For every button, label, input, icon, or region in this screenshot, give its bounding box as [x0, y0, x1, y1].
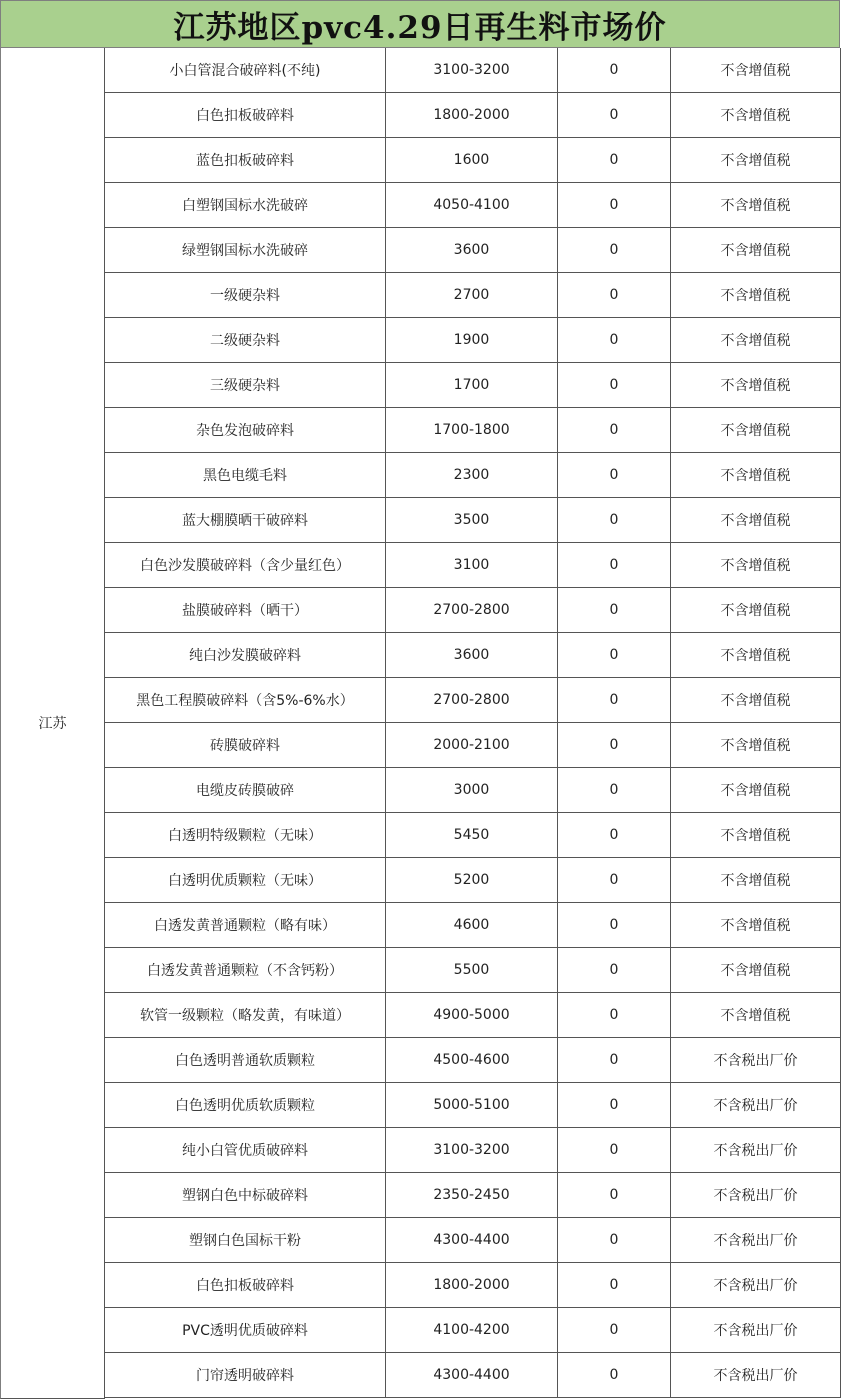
tax-note-cell: 不含增值税 [671, 48, 841, 93]
tax-note-cell: 不含税出厂价 [671, 1083, 841, 1128]
product-name-cell: 白塑钢国标水洗破碎 [105, 183, 386, 228]
price-cell: 1900 [386, 318, 558, 363]
price-cell: 5500 [386, 948, 558, 993]
table-row [105, 363, 841, 408]
tax-note-cell: 不含增值税 [671, 93, 841, 138]
price-change-cell: 0 [558, 183, 671, 228]
product-name-cell: 白透明优质颗粒（无味） [105, 858, 386, 903]
product-name-cell: 塑钢白色中标破碎料 [105, 1173, 386, 1218]
price-change-cell: 0 [558, 768, 671, 813]
price-table-body [105, 48, 841, 1398]
price-cell: 1600 [386, 138, 558, 183]
table-row [105, 273, 841, 318]
table-row [105, 318, 841, 363]
table-row [105, 183, 841, 228]
product-name-cell: 小白管混合破碎料(不纯) [105, 48, 386, 93]
product-name-cell: 白色透明普通软质颗粒 [105, 1038, 386, 1083]
price-cell: 2700-2800 [386, 678, 558, 723]
tax-note-cell: 不含增值税 [671, 363, 841, 408]
table-row [105, 228, 841, 273]
tax-note-cell: 不含增值税 [671, 138, 841, 183]
tax-note-cell: 不含增值税 [671, 903, 841, 948]
tax-note-cell: 不含增值税 [671, 948, 841, 993]
tax-note-cell: 不含增值税 [671, 588, 841, 633]
price-cell: 2300 [386, 453, 558, 498]
price-cell: 2350-2450 [386, 1173, 558, 1218]
table-row [105, 543, 841, 588]
price-cell: 4300-4400 [386, 1218, 558, 1263]
price-change-cell: 0 [558, 1038, 671, 1083]
product-name-cell: 黑色电缆毛料 [105, 453, 386, 498]
tax-note-cell: 不含税出厂价 [671, 1218, 841, 1263]
price-cell: 3100 [386, 543, 558, 588]
price-change-cell: 0 [558, 408, 671, 453]
product-name-cell: 二级硬杂料 [105, 318, 386, 363]
table-row [105, 1173, 841, 1218]
table-row [105, 633, 841, 678]
table-row [105, 453, 841, 498]
tax-note-cell: 不含增值税 [671, 993, 841, 1038]
product-name-cell: 白色透明优质软质颗粒 [105, 1083, 386, 1128]
price-change-cell: 0 [558, 228, 671, 273]
table-row [105, 768, 841, 813]
tax-note-cell: 不含增值税 [671, 183, 841, 228]
price-cell: 3600 [386, 633, 558, 678]
tax-note-cell: 不含税出厂价 [671, 1173, 841, 1218]
price-change-cell: 0 [558, 633, 671, 678]
product-name-cell: 白色沙发膜破碎料（含少量红色） [105, 543, 386, 588]
product-name-cell: 纯白沙发膜破碎料 [105, 633, 386, 678]
price-cell: 3500 [386, 498, 558, 543]
table-row [105, 1083, 841, 1128]
tax-note-cell: 不含税出厂价 [671, 1263, 841, 1308]
tax-note-cell: 不含增值税 [671, 678, 841, 723]
table-row [105, 408, 841, 453]
price-change-cell: 0 [558, 138, 671, 183]
product-name-cell: 白透明特级颗粒（无味） [105, 813, 386, 858]
price-cell: 3000 [386, 768, 558, 813]
product-name-cell: 绿塑钢国标水洗破碎 [105, 228, 386, 273]
table-row [105, 1218, 841, 1263]
table-row [105, 1353, 841, 1398]
price-change-cell: 0 [558, 723, 671, 768]
table-row [105, 723, 841, 768]
product-name-cell: 白色扣板破碎料 [105, 93, 386, 138]
price-change-cell: 0 [558, 273, 671, 318]
tax-note-cell: 不含增值税 [671, 633, 841, 678]
tax-note-cell: 不含税出厂价 [671, 1308, 841, 1353]
product-name-cell: 塑钢白色国标干粉 [105, 1218, 386, 1263]
price-cell: 1800-2000 [386, 93, 558, 138]
price-cell: 1700-1800 [386, 408, 558, 453]
price-cell: 5200 [386, 858, 558, 903]
product-name-cell: 软管一级颗粒（略发黄，有味道） [105, 993, 386, 1038]
price-cell: 3600 [386, 228, 558, 273]
product-name-cell: 黑色工程膜破碎料（含5%-6%水） [105, 678, 386, 723]
price-cell: 2700-2800 [386, 588, 558, 633]
product-name-cell: 蓝大棚膜晒干破碎料 [105, 498, 386, 543]
price-cell: 1800-2000 [386, 1263, 558, 1308]
table-row [105, 948, 841, 993]
price-cell: 1700 [386, 363, 558, 408]
price-cell: 4900-5000 [386, 993, 558, 1038]
price-cell: 2000-2100 [386, 723, 558, 768]
product-name-cell: 白色扣板破碎料 [105, 1263, 386, 1308]
table-row [105, 498, 841, 543]
price-change-cell: 0 [558, 1218, 671, 1263]
tax-note-cell: 不含增值税 [671, 813, 841, 858]
table-row [105, 858, 841, 903]
price-change-cell: 0 [558, 93, 671, 138]
price-change-cell: 0 [558, 1083, 671, 1128]
tax-note-cell: 不含增值税 [671, 228, 841, 273]
price-change-cell: 0 [558, 813, 671, 858]
tax-note-cell: 不含税出厂价 [671, 1128, 841, 1173]
table-row [105, 48, 841, 93]
price-change-cell: 0 [558, 588, 671, 633]
product-name-cell: 白透发黄普通颗粒（略有味） [105, 903, 386, 948]
price-cell: 4300-4400 [386, 1353, 558, 1398]
price-change-cell: 0 [558, 48, 671, 93]
price-change-cell: 0 [558, 903, 671, 948]
product-name-cell: 电缆皮砖膜破碎 [105, 768, 386, 813]
table-row [105, 588, 841, 633]
price-table [104, 48, 841, 1398]
table-row [105, 993, 841, 1038]
tax-note-cell: 不含增值税 [671, 768, 841, 813]
tax-note-cell: 不含增值税 [671, 318, 841, 363]
table-row [105, 93, 841, 138]
tax-note-cell: 不含增值税 [671, 498, 841, 543]
table-row [105, 1263, 841, 1308]
price-cell: 3100-3200 [386, 1128, 558, 1173]
table-row [105, 1038, 841, 1083]
price-cell: 4600 [386, 903, 558, 948]
price-change-cell: 0 [558, 1263, 671, 1308]
price-change-cell: 0 [558, 993, 671, 1038]
price-cell: 4050-4100 [386, 183, 558, 228]
product-name-cell: 蓝色扣板破碎料 [105, 138, 386, 183]
tax-note-cell: 不含增值税 [671, 723, 841, 768]
price-cell: 4100-4200 [386, 1308, 558, 1353]
price-change-cell: 0 [558, 1173, 671, 1218]
price-change-cell: 0 [558, 1128, 671, 1173]
table-row [105, 678, 841, 723]
product-name-cell: 一级硬杂料 [105, 273, 386, 318]
price-change-cell: 0 [558, 453, 671, 498]
tax-note-cell: 不含增值税 [671, 453, 841, 498]
price-cell: 5450 [386, 813, 558, 858]
price-change-cell: 0 [558, 498, 671, 543]
price-cell: 2700 [386, 273, 558, 318]
tax-note-cell: 不含税出厂价 [671, 1353, 841, 1398]
product-name-cell: 杂色发泡破碎料 [105, 408, 386, 453]
tax-note-cell: 不含增值税 [671, 543, 841, 588]
product-name-cell: 砖膜破碎料 [105, 723, 386, 768]
table-row [105, 813, 841, 858]
table-row [105, 138, 841, 183]
table-row [105, 1128, 841, 1173]
product-name-cell: 白透发黄普通颗粒（不含钙粉） [105, 948, 386, 993]
tax-note-cell: 不含增值税 [671, 273, 841, 318]
product-name-cell: 盐膜破碎料（晒干） [105, 588, 386, 633]
tax-note-cell: 不含税出厂价 [671, 1038, 841, 1083]
tax-note-cell: 不含增值税 [671, 858, 841, 903]
price-change-cell: 0 [558, 678, 671, 723]
price-change-cell: 0 [558, 543, 671, 588]
product-name-cell: PVC透明优质破碎料 [105, 1308, 386, 1353]
page-title: 江苏地区pvc4.29日再生料市场价 [0, 0, 840, 48]
price-change-cell: 0 [558, 363, 671, 408]
product-name-cell: 纯小白管优质破碎料 [105, 1128, 386, 1173]
price-change-cell: 0 [558, 1308, 671, 1353]
product-name-cell: 三级硬杂料 [105, 363, 386, 408]
price-cell: 4500-4600 [386, 1038, 558, 1083]
tax-note-cell: 不含增值税 [671, 408, 841, 453]
price-cell: 5000-5100 [386, 1083, 558, 1128]
price-cell: 3100-3200 [386, 48, 558, 93]
price-change-cell: 0 [558, 1353, 671, 1398]
table-row [105, 1308, 841, 1353]
region-cell: 江苏 [0, 48, 105, 1399]
price-change-cell: 0 [558, 858, 671, 903]
price-change-cell: 0 [558, 318, 671, 363]
product-name-cell: 门帘透明破碎料 [105, 1353, 386, 1398]
table-row [105, 903, 841, 948]
price-change-cell: 0 [558, 948, 671, 993]
